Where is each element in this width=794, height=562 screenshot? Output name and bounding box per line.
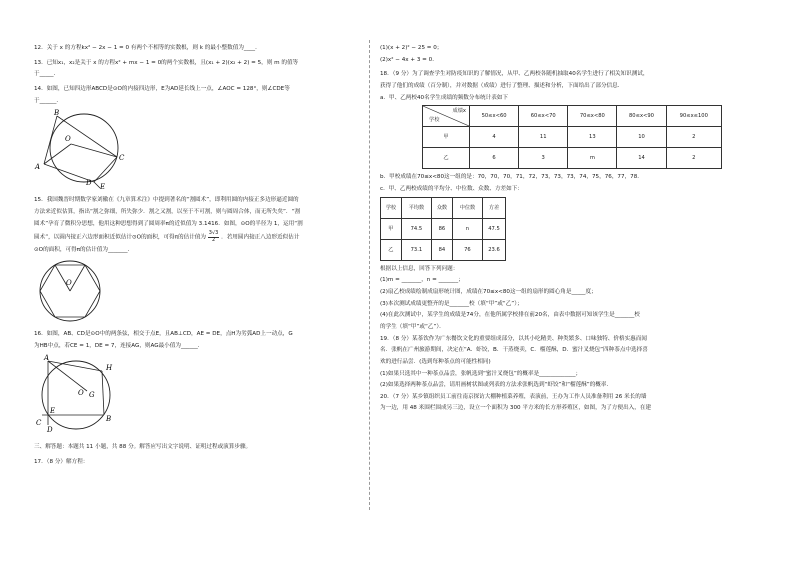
label-e: E <box>50 407 56 416</box>
right-column <box>380 44 762 416</box>
table-header-cell: 众数 <box>432 197 453 218</box>
corner-top-label: 成绩x <box>452 108 466 115</box>
table-header-cell: 学校 <box>381 197 402 218</box>
table-cell: 13 <box>568 127 617 148</box>
table-cell: 47.5 <box>483 218 506 239</box>
question-19-line2: 名．张帆在广州旅游期间，决定在“A．虾饺，B．干蒸烧卖，C．榴莲酥，D．蜜汁叉烧包”四种茶点中选择喜 <box>380 347 648 354</box>
answer-4-line2: 的学生（填“甲”或“乙”）． <box>380 323 445 330</box>
fraction-numerator: 3√3 <box>208 230 219 237</box>
table-cell: 76 <box>452 239 482 260</box>
question-18-line2: 获得了他们的成绩（百分制），并对数据（成绩）进行了整理、描述和分析，下面给出了部分信息． <box>380 82 624 89</box>
table-cell-school: 甲 <box>423 127 470 148</box>
table-cell: 2 <box>666 148 721 169</box>
table-cell: 84 <box>432 239 453 260</box>
question-16: 16．如图，AB、CD是⊙O中的两条弦，相交于点E，且AB⊥CD，AE = DE，点H为劣弧AD上一动点，G <box>34 330 293 337</box>
table-row <box>381 239 506 260</box>
section-3-heading: 三、解答题：本题共 11 小题，共 88 分。解答应写出文字说明、证明过程或演算步骤。 <box>34 444 252 451</box>
label-c: C <box>36 419 42 428</box>
question-13-blank: 于_____． <box>34 71 60 78</box>
question-19-line3: 欢的进行品尝．(选到每种茶点的可能性相同) <box>380 358 491 365</box>
table-cell: 甲 <box>381 218 402 239</box>
label-e: E <box>100 183 106 191</box>
table-row <box>423 127 722 148</box>
label-a: A <box>44 354 50 363</box>
table-row <box>381 218 506 239</box>
answer-2: (2)扇乙校成绩绘制成扇形统计图，成绩在70≤x<80这一组的扇形的圆心角是_____度； <box>380 288 597 295</box>
label-b: B <box>54 109 60 118</box>
question-19-part1: (1)如果只选其中一种茶点品尝，张帆选到“蜜汁叉烧包”的概率是_____________； <box>380 370 582 377</box>
answer-intro: 根据以上信息，回答下列问题： <box>380 265 459 272</box>
frequency-table <box>422 105 722 169</box>
question-20-line2: 为一边，用 48 米围栏围成另三边，设立一个面积为 300 平方米的长方形养殖区，如图，为了方便出入，在建 <box>380 405 652 412</box>
question-17-part2: (2)x² − 4x + 3 = 0． <box>380 56 438 63</box>
label-c: C <box>119 154 125 163</box>
question-14: 14．如图，已知四边形ABCD是⊙O的内接四边形，E为AD延长线上一点，∠AOC = 128°，则∠CDE等 <box>34 85 290 92</box>
question-15-line4-tail: ．若用圆内接正八边形近似估计 <box>221 234 300 241</box>
question-15-line5: ⊙O的面积，可得π的估计值为_______． <box>34 247 134 254</box>
table-cell: 10 <box>617 127 666 148</box>
label-a: A <box>35 163 41 172</box>
label-d: D <box>47 426 53 434</box>
figure-q14-circle-quadrilateral <box>34 108 134 190</box>
figure-q15-hexagon-in-circle <box>36 258 116 324</box>
question-15-line2: 方法来近似估算，指出“割之弥细，所失弥少．割之又割，以至于不可割，则与圆周合体，而无所失矣”．“割 <box>34 208 301 215</box>
table-cell: 73.1 <box>401 239 431 260</box>
table-header-cell: 中位数 <box>452 197 482 218</box>
question-13: 13．已知x₁，x₂是关于 x 的方程x² + mx − 1 = 0的两个实数根，且(x₁ + 2)(x₂ + 2) = 5，则 m 的值等 <box>34 59 299 66</box>
table-header-cell: 70≤x<80 <box>568 106 617 127</box>
table-cell: 23.6 <box>483 239 506 260</box>
info-a: a．甲、乙两校40名学生成绩的频数分布统计表如下 <box>380 94 509 101</box>
label-g: G <box>89 391 95 400</box>
table-row <box>423 148 722 169</box>
question-12: 12．关于 x 的方程kx² − 2x − 1 = 0 有两个不相等的实数根，则 k 的最小整数值为____． <box>34 45 261 51</box>
label-d: D <box>86 179 92 188</box>
table-cell: 11 <box>519 127 568 148</box>
table-cell: 86 <box>432 218 453 239</box>
question-14-blank: 于______． <box>34 97 62 104</box>
question-15-line4 <box>34 231 352 243</box>
frequency-table-header <box>423 106 722 127</box>
table-header-cell: 平均数 <box>401 197 431 218</box>
question-15-line4-text: 圆术”，以圆内接正六边形面积近似估计⊙O的面积，可得π的估计值为 <box>34 234 206 241</box>
table-cell: 74.5 <box>401 218 431 239</box>
left-column <box>34 44 352 470</box>
table-header-cell: 方差 <box>483 197 506 218</box>
label-h: H <box>106 364 113 373</box>
table-header-cell: 50≤x<60 <box>470 106 519 127</box>
question-19: 19．（8 分）某茶饮作为广东餐饮文化的重要组成部分，以其小吃精美、种类繁多、口味独特、价格实惠而闻 <box>380 335 647 342</box>
info-b: b．甲校成绩在70≤x<80这一组的是：70，70，70，71，72，73，73，73，74，75，76，77，78． <box>380 174 643 181</box>
table-header-cell: 90≤x≤100 <box>666 106 721 127</box>
fraction-3sqrt3-over-2 <box>208 231 220 243</box>
corner-bottom-label: 学校 <box>429 117 440 124</box>
table-cell-school: 乙 <box>423 148 470 169</box>
table-corner-cell <box>423 106 470 127</box>
table-cell: n <box>452 218 482 239</box>
question-15: 15．我国魏晋时期数学家刘徽在《九章算术注》中提到著名的“割圆术”，即利用圆的内接正多边形逼近圆的 <box>34 197 299 204</box>
label-o: O <box>78 389 84 398</box>
figure-q16-circle-chords <box>34 353 130 433</box>
table-header-cell: 60≤x<70 <box>519 106 568 127</box>
question-19-part2: (2)如果选择两种茶点品尝，请用画树状图或列表的方法求张帆选到“虾饺”和“榴莲酥”的概率． <box>380 382 613 389</box>
question-16-line2: 为HB中点，若CE = 1，DE = 7，连接AG，则AG最小值为______． <box>34 342 204 349</box>
table-cell: 3 <box>519 148 568 169</box>
question-20: 20．（7 分）某乡镇组织员工前往南京探访大棚种植菜养殖，表演前，王办为工作人员准备利用 26 米长的墙 <box>380 393 647 400</box>
label-o: O <box>66 278 72 287</box>
answer-3: (3)本次测试成绩更整齐的是_______校（填“甲”或“乙”）； <box>380 300 523 307</box>
label-o: O <box>65 135 71 144</box>
column-divider <box>369 40 371 510</box>
question-17-part1: (1)(x + 2)² − 25 = 0； <box>380 45 443 51</box>
table-cell: 4 <box>470 127 519 148</box>
question-17: 17．（8 分）解方程： <box>34 458 89 465</box>
answer-1: (1)m = _______，n = _______； <box>380 277 464 284</box>
question-18: 18．（9 分）为了调查学生对防疫知识的了解情况，从甲、乙两校各随机抽取40名学生进行了相关知识测试， <box>380 71 649 78</box>
table-cell: 6 <box>470 148 519 169</box>
statistics-table <box>380 197 506 261</box>
question-15-line3: 圆术”孕育了微积分思想，他用这种思想得到了圆周率π的近似值为 3.1416．如图，⊙O的半径为 1，运用“割 <box>34 220 303 227</box>
answer-4: (4)在此次测试中，某学生的成绩是74分，在他所属学校排在前20名，由表中数据可知该学生是_______校 <box>380 312 640 319</box>
fraction-denominator: 2 <box>211 236 216 243</box>
statistics-table-header <box>381 197 506 218</box>
table-cell: 乙 <box>381 239 402 260</box>
table-cell: 14 <box>617 148 666 169</box>
label-b: B <box>106 415 112 424</box>
info-c: c．甲、乙两校成绩的平均分、中位数、众数、方差如下： <box>380 185 523 192</box>
table-cell: 2 <box>666 127 721 148</box>
table-header-cell: 80≤x<90 <box>617 106 666 127</box>
table-cell: m <box>568 148 617 169</box>
